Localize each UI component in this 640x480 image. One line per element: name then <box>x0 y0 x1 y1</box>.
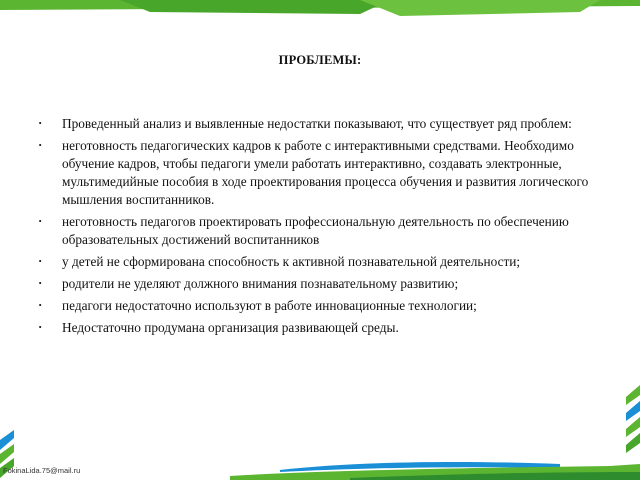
slide-title: ПРОБЛЕМЫ: <box>278 53 362 67</box>
top-stripe-decoration <box>0 0 640 20</box>
stripe-green-1 <box>626 385 640 405</box>
list-item <box>38 297 598 315</box>
list-item-text: у детей не сформирована способность к активной познавательной деятельности; <box>62 254 521 269</box>
list-item <box>38 115 598 133</box>
bottom-right-stripes-decoration <box>620 385 640 465</box>
top-stripe-accent-1 <box>120 0 390 14</box>
bullet-marker: · <box>38 115 43 130</box>
stripe-blue <box>626 401 640 421</box>
bullet-marker: · <box>38 297 43 312</box>
stripe-green-3 <box>626 433 640 453</box>
left-margin-line <box>12 14 14 409</box>
bullet-marker: · <box>38 213 43 228</box>
bullet-marker: · <box>38 275 43 290</box>
list-item-text: Проведенный анализ и выявленные недостатки показывают, что существует ряд проблем: <box>62 116 572 131</box>
list-item <box>38 275 598 293</box>
problems-list <box>38 115 598 341</box>
list-item-text: Недостаточно продумана организация развивающей среды. <box>62 320 399 335</box>
bullet-marker: · <box>38 319 43 334</box>
bottom-wave-decoration <box>0 450 640 480</box>
list-item-text: неготовность педагогов проектировать профессиональную деятельность по обеспечению образовательных достижений воспитанников <box>62 214 569 247</box>
stripe-green-2 <box>626 417 640 437</box>
bullet-marker: · <box>38 253 43 268</box>
footer-email: FokinaLida.75@mail.ru <box>3 466 81 475</box>
list-item <box>38 213 598 249</box>
list-item <box>38 319 598 337</box>
list-item <box>38 253 598 271</box>
list-item-text: неготовность педагогических кадров к работе с интерактивными средствами. Необходимо обучение кадров, чтобы педагоги умели работать интерактивно, создавать электронные, мультимедийные пособия в ходе проектирования процесса обучения и развития логического мышления воспитанников. <box>62 138 589 207</box>
list-item-text: родители не уделяют должного внимания познавательному развитию; <box>62 276 459 291</box>
bullet-marker: · <box>38 137 43 152</box>
top-stripe-accent-2 <box>360 0 600 16</box>
list-item-text: педагоги недостаточно используют в работе инновационные технологии; <box>62 298 477 313</box>
list-item <box>38 137 598 209</box>
